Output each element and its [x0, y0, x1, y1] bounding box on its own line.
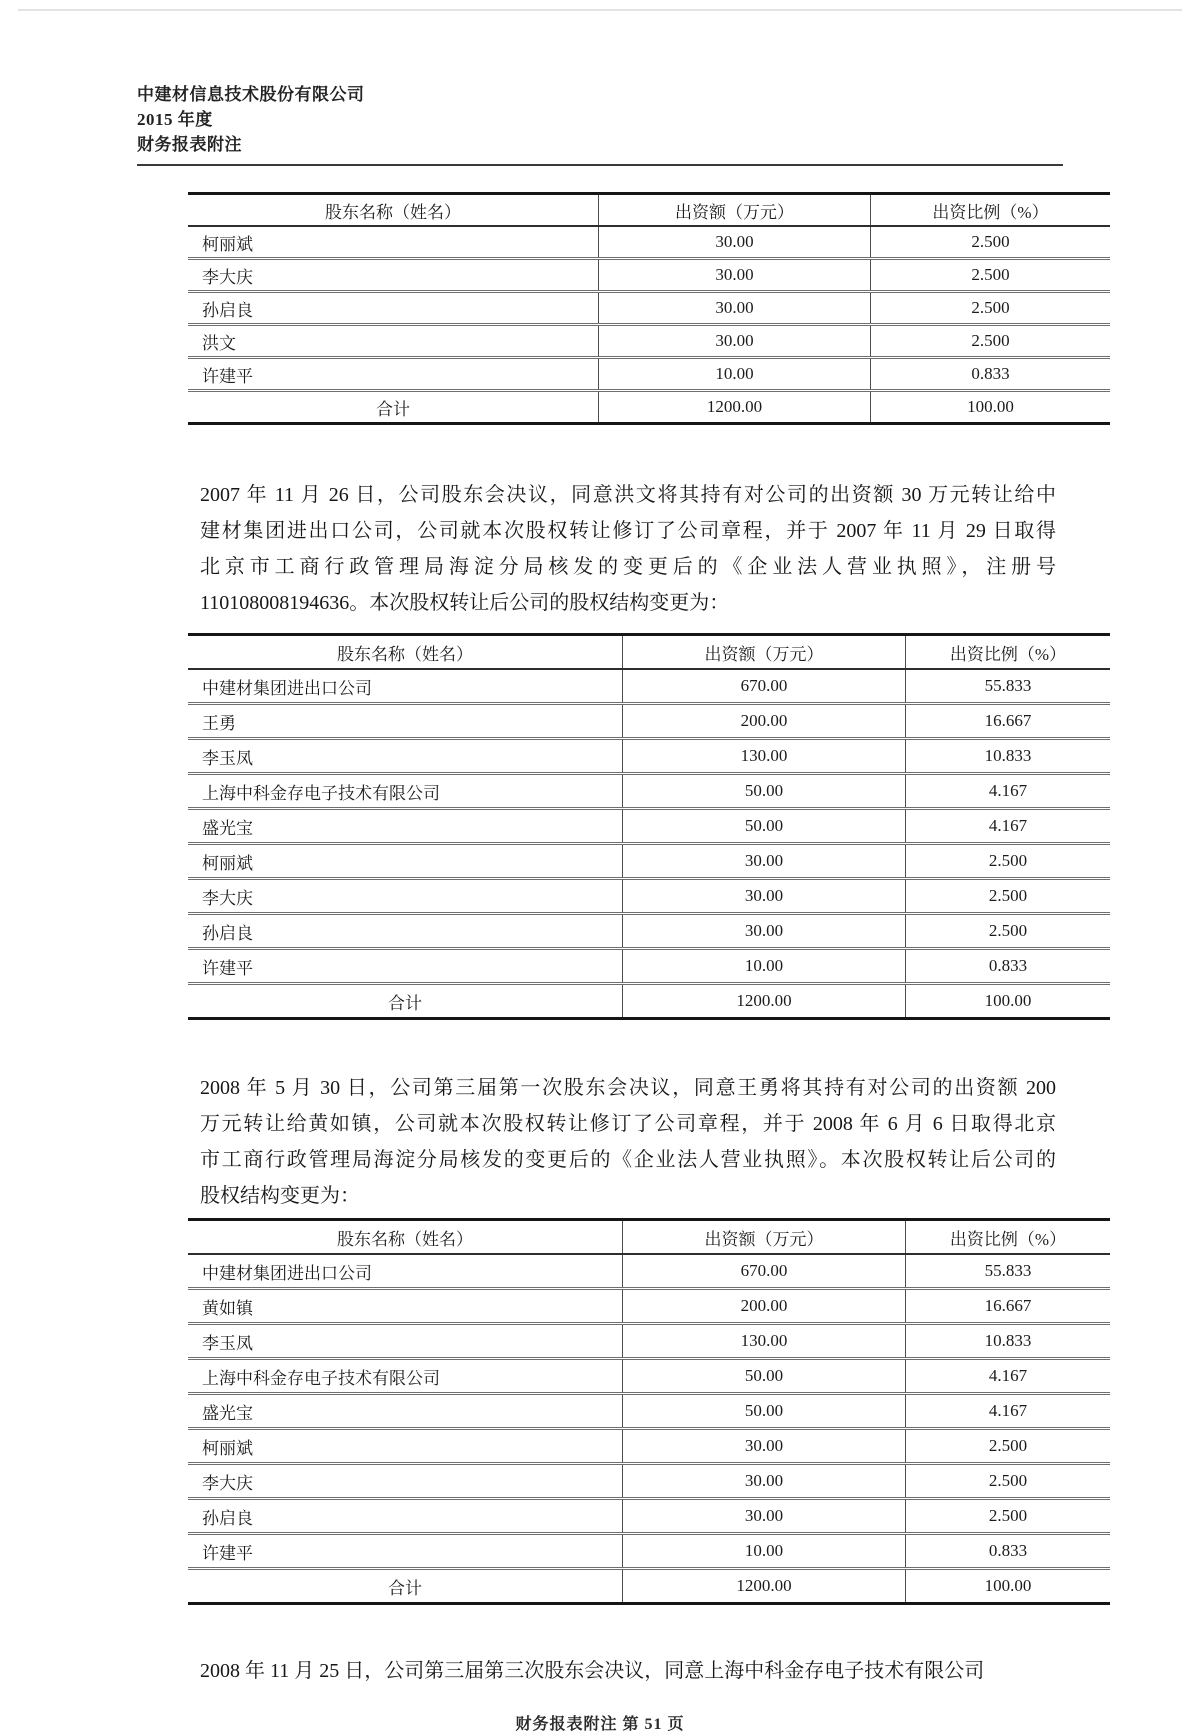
paragraph-line: 2008 年 11 月 25 日，公司第三届第三次股东会决议，同意上海中科金存电子技术有限公司 — [200, 1660, 985, 1682]
equity-table-before-2007-transfer — [188, 192, 1110, 425]
amount-cell: 50.00 — [623, 809, 906, 844]
ratio-cell: 2.500 — [871, 226, 1111, 259]
shareholder-name-cell: 中建材集团进出口公司 — [188, 669, 623, 704]
ratio-cell: 0.833 — [906, 1534, 1111, 1569]
ratio-cell: 55.833 — [906, 1254, 1111, 1289]
fiscal-year: 2015 年度 — [137, 110, 213, 129]
ratio-cell: 16.667 — [906, 1289, 1111, 1324]
equity-table-after-2008-transfer — [188, 1218, 1110, 1605]
table-row — [188, 879, 1110, 914]
amount-cell: 30.00 — [623, 1464, 906, 1499]
ratio-cell: 0.833 — [906, 949, 1111, 984]
table-row — [188, 226, 1110, 259]
shareholder-name-cell: 李玉凤 — [188, 1324, 623, 1359]
amount-cell: 30.00 — [599, 325, 871, 358]
total-label-cell: 合计 — [388, 1578, 422, 1598]
table-row — [188, 844, 1110, 879]
shareholder-name-cell: 黄如镇 — [188, 1289, 623, 1324]
ratio-cell: 0.833 — [871, 358, 1111, 391]
header-divider — [137, 164, 1063, 166]
paragraph-2008-11-transfer — [200, 1653, 1056, 1689]
ratio-cell: 2.500 — [906, 1499, 1111, 1534]
amount-cell: 30.00 — [623, 1499, 906, 1534]
ratio-cell: 2.500 — [906, 914, 1111, 949]
amount-cell: 130.00 — [623, 1324, 906, 1359]
paragraph-line: 股权结构变更为： — [200, 1185, 360, 1207]
table-row — [188, 1394, 1110, 1429]
shareholder-name-cell: 柯丽斌 — [188, 226, 599, 259]
column-header: 股东名称（姓名） — [188, 1220, 623, 1255]
amount-cell: 50.00 — [623, 774, 906, 809]
table-row — [188, 358, 1110, 391]
table-row — [188, 1464, 1110, 1499]
ratio-cell: 2.500 — [871, 292, 1111, 325]
ratio-cell: 2.500 — [906, 1429, 1111, 1464]
table-row — [188, 1499, 1110, 1534]
table-header-row — [188, 1220, 1110, 1255]
amount-cell: 30.00 — [599, 292, 871, 325]
table-row — [188, 739, 1110, 774]
amount-cell: 10.00 — [623, 949, 906, 984]
amount-cell: 1200.00 — [623, 984, 906, 1019]
shareholder-name-cell: 盛光宝 — [188, 809, 623, 844]
amount-cell: 30.00 — [623, 914, 906, 949]
table-row — [188, 914, 1110, 949]
amount-cell: 200.00 — [623, 704, 906, 739]
ratio-cell: 16.667 — [906, 704, 1111, 739]
shareholder-name-cell: 许建平 — [188, 358, 599, 391]
paragraph-line: 建材集团进出口公司，公司就本次股权转让修订了公司章程，并于 2007 年 11 月 29 日取得 — [200, 520, 1056, 542]
amount-cell: 1200.00 — [623, 1569, 906, 1604]
paragraph-line: 市工商行政管理局海淀分局核发的变更后的《企业法人营业执照》。本次股权转让后公司的 — [200, 1149, 1056, 1171]
ratio-cell: 100.00 — [906, 1569, 1111, 1604]
company-name: 中建材信息技术股份有限公司 — [137, 85, 365, 104]
shareholder-name-cell: 李大庆 — [188, 879, 623, 914]
paragraph-line: 2007 年 11 月 26 日，公司股东会决议，同意洪文将其持有对公司的出资额 30 万元转让给中 — [200, 484, 1056, 506]
table-row — [188, 774, 1110, 809]
shareholder-name-cell: 孙启良 — [188, 1499, 623, 1534]
shareholder-name-cell: 上海中科金存电子技术有限公司 — [188, 774, 623, 809]
shareholder-name-cell: 上海中科金存电子技术有限公司 — [188, 1359, 623, 1394]
table-row — [188, 1534, 1110, 1569]
table-total-row — [188, 1569, 1110, 1604]
ratio-cell: 2.500 — [906, 879, 1111, 914]
shareholder-name-cell: 中建材集团进出口公司 — [188, 1254, 623, 1289]
column-header: 出资比例（%） — [871, 194, 1111, 227]
page-content — [137, 0, 1067, 1734]
table-row — [188, 809, 1110, 844]
amount-cell: 1200.00 — [599, 391, 871, 424]
table-row — [188, 669, 1110, 704]
column-header: 出资比例（%） — [906, 635, 1111, 670]
paragraph-line: 2008 年 5 月 30 日，公司第三届第一次股东会决议，同意王勇将其持有对公司的出资额 200 — [200, 1077, 1056, 1099]
amount-cell: 30.00 — [623, 879, 906, 914]
amount-cell: 30.00 — [599, 226, 871, 259]
document-header — [137, 0, 1063, 157]
table-row — [188, 292, 1110, 325]
table-row — [188, 259, 1110, 292]
paragraph-2008-05-transfer — [200, 1070, 1056, 1214]
column-header: 出资额（万元） — [623, 1220, 906, 1255]
column-header: 股东名称（姓名） — [188, 635, 623, 670]
paragraph-line: 北京市工商行政管理局海淀分局核发的变更后的《企业法人营业执照》，注册号 — [200, 556, 1056, 578]
shareholder-name-cell: 许建平 — [188, 1534, 623, 1569]
column-header: 股东名称（姓名） — [188, 194, 599, 227]
shareholder-name-cell: 洪文 — [188, 325, 599, 358]
ratio-cell: 4.167 — [906, 809, 1111, 844]
shareholder-name-cell: 盛光宝 — [188, 1394, 623, 1429]
ratio-cell: 100.00 — [906, 984, 1111, 1019]
shareholder-name-cell: 孙启良 — [188, 292, 599, 325]
shareholder-name-cell: 王勇 — [188, 704, 623, 739]
shareholder-name-cell: 柯丽斌 — [188, 1429, 623, 1464]
doc-title: 财务报表附注 — [137, 135, 242, 154]
paragraph-line: 110108008194636。本次股权转让后公司的股权结构变更为： — [200, 592, 730, 614]
shareholder-name-cell: 李玉凤 — [188, 739, 623, 774]
shareholder-name-cell: 李大庆 — [188, 1464, 623, 1499]
column-header: 出资额（万元） — [623, 635, 906, 670]
table-header-row — [188, 194, 1110, 227]
table-total-row — [188, 984, 1110, 1019]
table-row — [188, 325, 1110, 358]
ratio-cell: 4.167 — [906, 1359, 1111, 1394]
ratio-cell: 100.00 — [871, 391, 1111, 424]
amount-cell: 50.00 — [623, 1394, 906, 1429]
ratio-cell: 4.167 — [906, 1394, 1111, 1429]
ratio-cell: 55.833 — [906, 669, 1111, 704]
shareholder-name-cell: 柯丽斌 — [188, 844, 623, 879]
table-row — [188, 1254, 1110, 1289]
table-row — [188, 1289, 1110, 1324]
shareholder-name-cell: 许建平 — [188, 949, 623, 984]
table-row — [188, 1324, 1110, 1359]
ratio-cell: 2.500 — [906, 1464, 1111, 1499]
amount-cell: 30.00 — [623, 1429, 906, 1464]
ratio-cell: 2.500 — [871, 259, 1111, 292]
ratio-cell: 4.167 — [906, 774, 1111, 809]
page-footer: 财务报表附注 第 51 页 — [515, 1716, 685, 1733]
ratio-cell: 10.833 — [906, 739, 1111, 774]
amount-cell: 30.00 — [599, 259, 871, 292]
table-row — [188, 1359, 1110, 1394]
table-row — [188, 1429, 1110, 1464]
table-row — [188, 949, 1110, 984]
amount-cell: 50.00 — [623, 1359, 906, 1394]
paragraph-line: 万元转让给黄如镇，公司就本次股权转让修订了公司章程，并于 2008 年 6 月 6 日取得北京 — [200, 1113, 1056, 1135]
ratio-cell: 2.500 — [871, 325, 1111, 358]
table-total-row — [188, 391, 1110, 424]
amount-cell: 670.00 — [623, 669, 906, 704]
shareholder-name-cell: 孙启良 — [188, 914, 623, 949]
scan-artifact-line — [18, 9, 1182, 11]
amount-cell: 130.00 — [623, 739, 906, 774]
paragraph-2007-transfer — [200, 477, 1056, 621]
ratio-cell: 10.833 — [906, 1324, 1111, 1359]
column-header: 出资比例（%） — [906, 1220, 1111, 1255]
amount-cell: 670.00 — [623, 1254, 906, 1289]
total-label-cell: 合计 — [376, 399, 410, 419]
amount-cell: 200.00 — [623, 1289, 906, 1324]
amount-cell: 10.00 — [623, 1534, 906, 1569]
amount-cell: 10.00 — [599, 358, 871, 391]
column-header: 出资额（万元） — [599, 194, 871, 227]
equity-table-after-2007-transfer — [188, 633, 1110, 1020]
table-row — [188, 704, 1110, 739]
shareholder-name-cell: 李大庆 — [188, 259, 599, 292]
table-header-row — [188, 635, 1110, 670]
ratio-cell: 2.500 — [906, 844, 1111, 879]
total-label-cell: 合计 — [388, 993, 422, 1013]
amount-cell: 30.00 — [623, 844, 906, 879]
